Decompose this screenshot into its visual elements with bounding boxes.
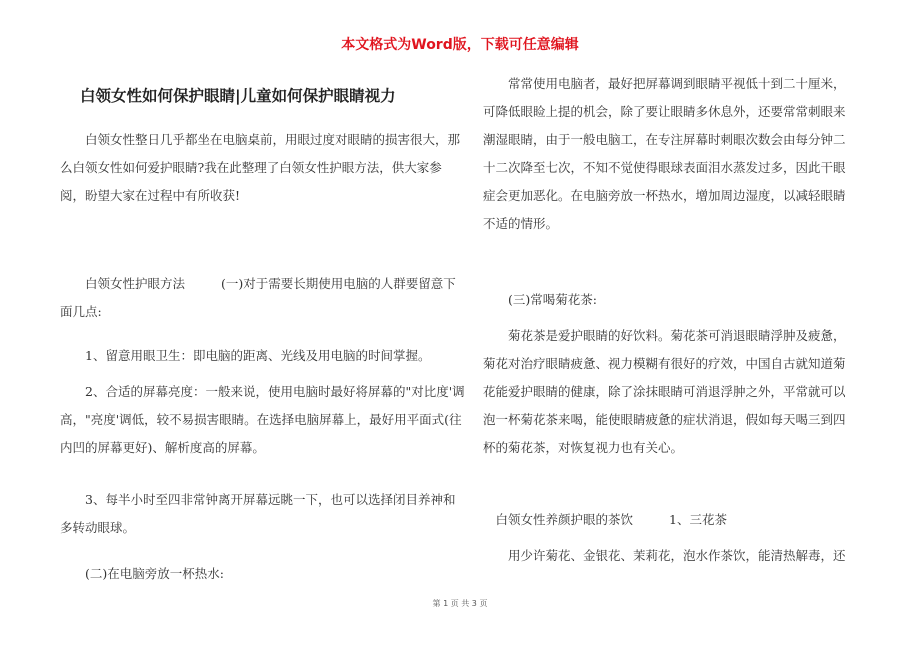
tea-paragraph [483, 506, 857, 534]
section-3-heading: (三)常喝菊花茶: [508, 292, 597, 307]
section-2-heading: (二)在电脑旁放一杯热水: [85, 566, 224, 581]
intro-paragraph: 白领女性整日几乎都坐在电脑桌前，用眼过度对眼睛的损害很大，那么白领女性如何爱护眼睛?我在此整理了白领女性护眼方法，供大家参阅，盼望大家在过程中有所收获! [60, 132, 461, 203]
tip-1: 1、留意用眼卫生：即电脑的距离、光线及用电脑的时间掌握。 [85, 348, 431, 363]
tea-subheading: 1、三花茶 [669, 512, 727, 527]
computer-use-paragraph: 常常使用电脑者，最好把屏幕调到眼睛平视低十到二十厘米，可降低眼睑上提的机会，除了要让眼睛多休息外，还要常常刺眼来潮湿眼睛，由于一般电脑工，在专注屏幕时刺眼次数会由每分钟二十二次降至七次，不知不觉使得眼球表面泪水蒸发过多，因此干眼症会更加恶化。在电脑旁放一杯热水，增加周边湿度，以减轻眼睛不适的情形。 [483, 76, 846, 231]
method-subheading: (一)对于需要长期使用电脑的人群要留意下面几点: [60, 276, 456, 319]
method-paragraph [60, 270, 466, 326]
method-heading: 白领女性护眼方法 [85, 276, 186, 291]
tip-2: 2、合适的屏幕亮度：一般来说，使用电脑时最好将屏幕的"对比度'调高，"亮度'调低，较不易损害眼睛。在选择电脑屏幕上，最好用平面式(往内凹的屏幕更好)、解析度高的屏幕。 [60, 384, 465, 455]
page-footer: 第 1 页 共 3 页 [432, 599, 488, 608]
chrysanthemum-paragraph: 菊花茶是爱护眼睛的好饮料。菊花茶可消退眼睛浮肿及疲惫，菊花对治疗眼睛疲惫、视力模糊有很好的疗效，中国自古就知道菊花能爱护眼睛的健康，除了涂抹眼睛可消退浮肿之外，平常就可以泡一杯菊花茶来喝，能使眼睛疲惫的症状消退，假如每天喝三到四杯的菊花茶，对恢复视力也有关心。 [483, 328, 846, 455]
three-flower-tea-paragraph: 用少许菊花、金银花、茉莉花，泡水作茶饮，能清热解毒，还 [508, 548, 846, 563]
tea-heading: 白领女性养颜护眼的茶饮 [495, 512, 634, 527]
editable-banner: 本文格式为Word版，下载可任意编辑 [341, 37, 579, 53]
document-title: 白领女性如何保护眼睛|儿童如何保护眼睛视力 [80, 87, 396, 105]
tip-3: 3、每半小时至四非常钟离开屏幕远眺一下，也可以选择闭目养神和多转动眼球。 [60, 492, 456, 535]
